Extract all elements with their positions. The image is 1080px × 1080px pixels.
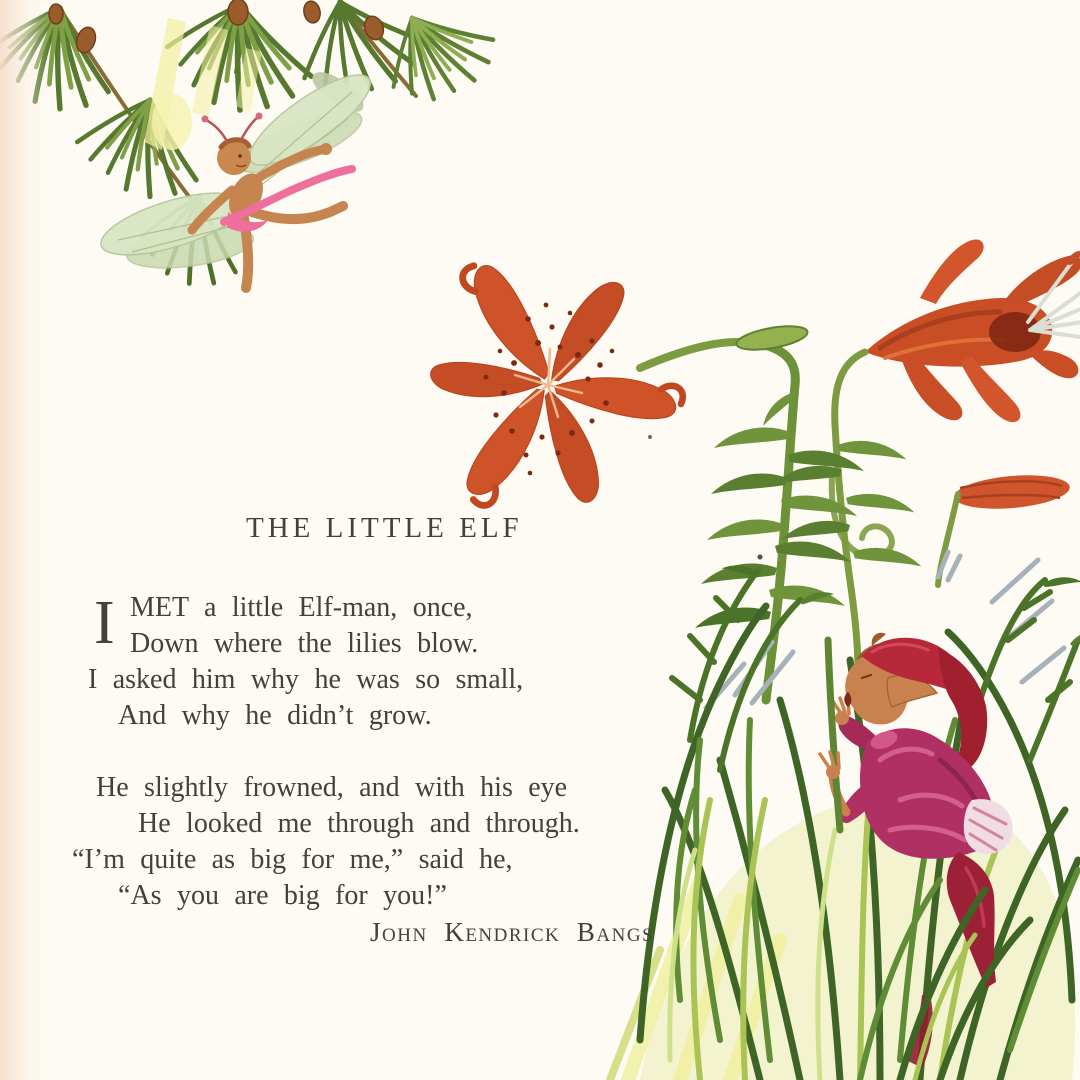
poem-line: MET a little Elf-man, once, [130, 592, 473, 623]
poem-line: He slightly frowned, and with his eye [96, 772, 568, 803]
poem-line: “I’m quite as big for me,” said he, [72, 844, 513, 875]
poem-line: And why he didn’t grow. [118, 700, 432, 731]
drop-cap: I [94, 589, 115, 657]
poem-line: “As you are big for you!” [118, 880, 447, 911]
gripped-stem [828, 640, 840, 830]
tiger-lily-open-illustration [429, 259, 685, 510]
orange-bud [953, 471, 1071, 513]
stanza-1 [88, 590, 654, 734]
poem-line: I asked him why he was so small, [88, 664, 524, 695]
poem-line: Down where the lilies blow. [130, 628, 479, 659]
stanza-2 [72, 770, 654, 914]
poem-attribution: John Kendrick Bangs [370, 917, 655, 947]
poem-title: THE LITTLE ELF [246, 512, 523, 544]
lily-buds-and-stalks [648, 322, 1071, 700]
poem-line: He looked me through and through. [138, 808, 580, 839]
poem-text [72, 590, 655, 950]
ink-speck [758, 555, 763, 560]
ink-speck [648, 435, 652, 439]
tiger-lily-side-illustration [865, 239, 1080, 422]
stalk-leaves [695, 390, 921, 628]
